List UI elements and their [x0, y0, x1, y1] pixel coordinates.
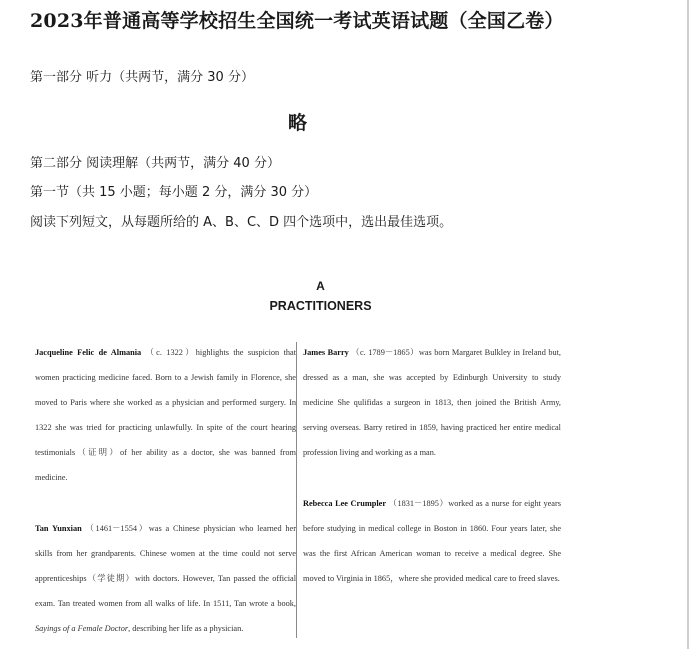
passage-title: PRACTITIONERS	[269, 299, 372, 313]
profile-crumpler	[303, 491, 561, 591]
section-one-heading: 第一节（共 15 小题；每小题 2 分，满分 30 分）	[30, 185, 318, 200]
profile-text-tail: , describing her life as a physician.	[128, 624, 244, 633]
reading-heading: 第二部分 阅读理解（共两节，满分 40 分）	[30, 156, 280, 171]
profile-tan-yunxian	[35, 516, 296, 641]
column-divider	[296, 342, 297, 638]
paragraph-gap	[303, 465, 561, 491]
passage-left-column	[35, 340, 296, 641]
profile-name: Rebecca Lee Crumpler	[303, 499, 387, 508]
paragraph-gap	[35, 490, 296, 516]
exam-title: 2023年普通高等学校招生全国统一考试英语试题（全国乙卷）	[30, 10, 564, 32]
profile-text: （c. 1789－1865）was born Margaret Bulkley in Ireland but, dressed as a man, she was accepted by Edinburgh University to study medicine She qulifidas a surgeon in 1813, then joined the British Army, serving overseas. Barry retired in 1859, having practiced her entire medical profession living and working as a man.	[303, 348, 562, 457]
profile-name: James Barry	[303, 348, 349, 357]
listening-omitted-mark: 略	[288, 112, 308, 134]
profile-james-barry	[303, 340, 561, 465]
passage-right-column	[303, 340, 561, 591]
instructions: 阅读下列短文，从每题所给的 A、B、C、D 四个选项中，选出最佳选项。	[30, 215, 453, 230]
page-edge-rule	[687, 0, 689, 649]
profile-text: （1461－1554）was a Chinese physician who learned her skills from her grandparents. Chinese women at the time could not serve apprenticeships（学徒期）with doctors. However, Tan passed the official exam. Tan treated women from all walks of life. In 1511, Tan wrote a book,	[35, 524, 296, 608]
profile-name: Jacqueline Felic de Almania	[35, 348, 142, 357]
profile-name: Tan Yunxian	[35, 524, 82, 533]
listening-heading: 第一部分 听力（共两节，满分 30 分）	[30, 70, 254, 85]
book-title: Sayings of a Female Doctor	[35, 624, 129, 633]
profile-text: （c. 1322）highlights the suspicion that women practicing medicine faced. Born to a Jewish family in Florence, she moved to Paris where she worked as a physician and performed surgery. In 1322 she was tried for practicing unlawfully. In spite of the court hearing testimonials（证明）of her ability as a doctor, she was banned from medicine.	[35, 348, 297, 482]
profile-text: （1831－1895）worked as a nurse for eight years before studying in medical college in Boston in 1860. Four years later, she was the first African American woman to receive a medical degree. She moved to Virginia in 1865，where she provided medical care to freed slaves.	[303, 499, 561, 583]
passage-letter: A	[316, 279, 325, 293]
profile-almania	[35, 340, 296, 490]
